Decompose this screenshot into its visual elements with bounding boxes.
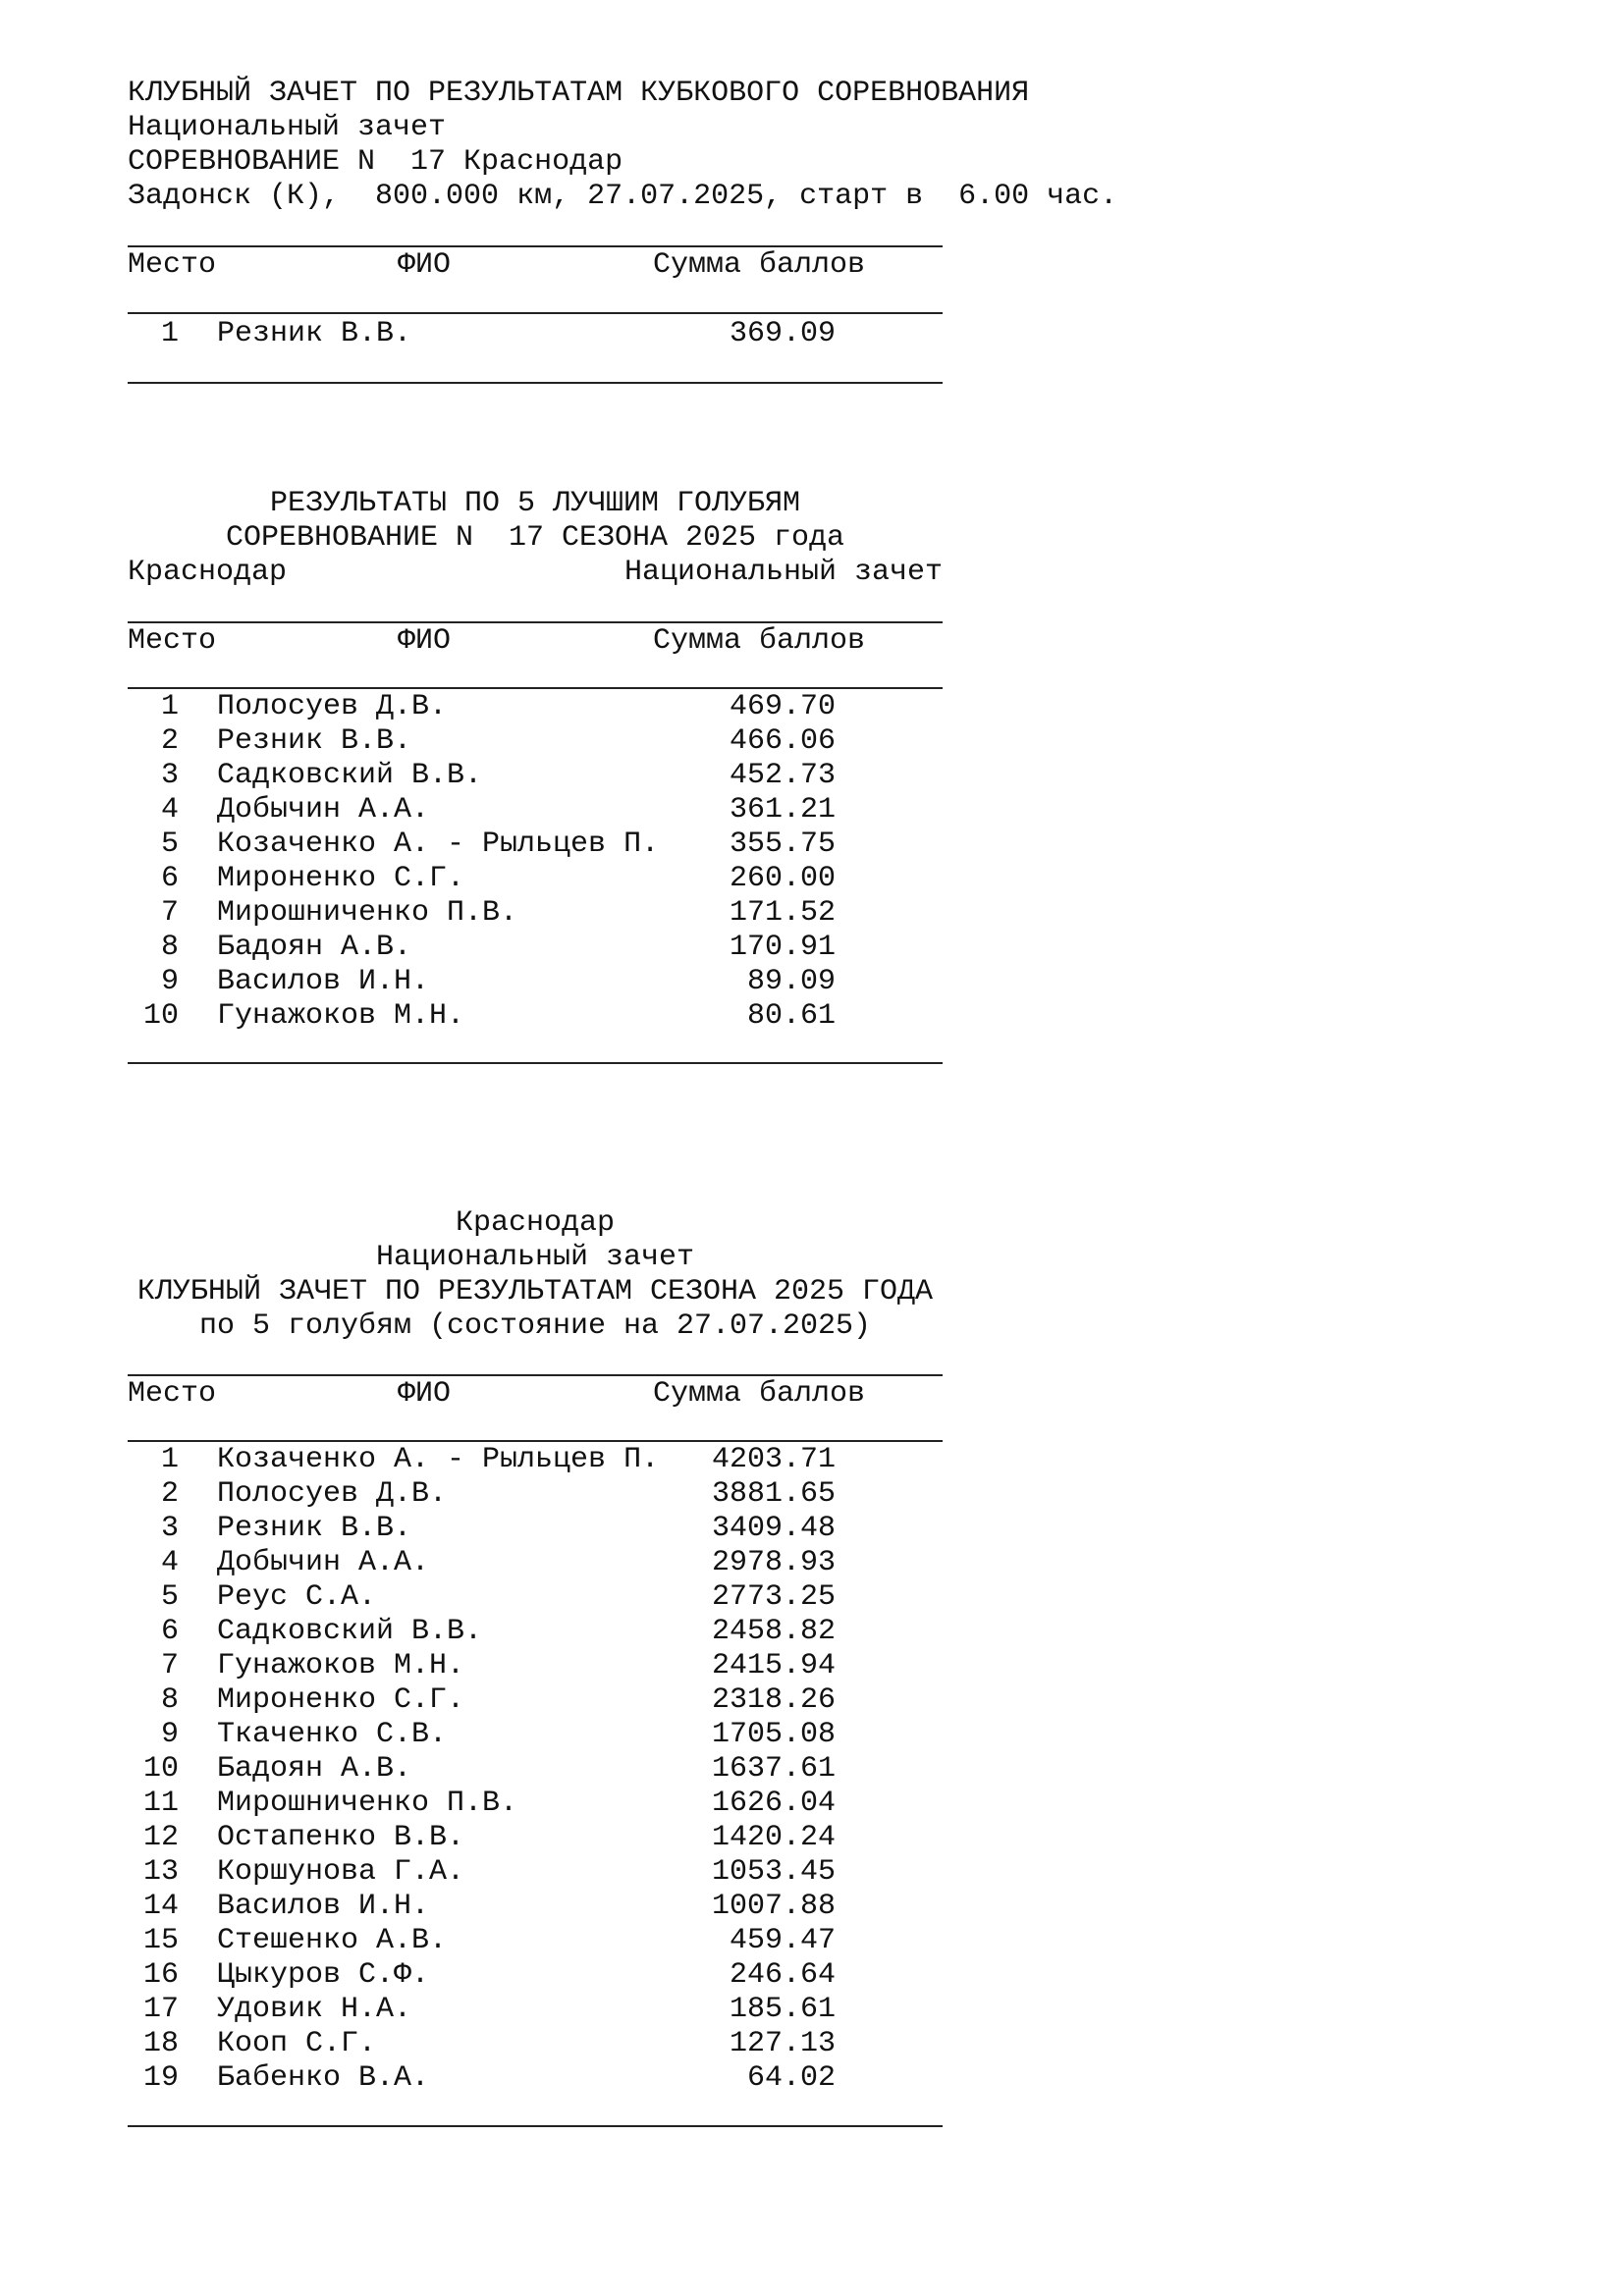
row-score: 80.61 [746,999,836,1033]
row-name: Гунажоков М.Н. [217,1649,465,1682]
row-name: Полосуев Д.В. [217,1477,448,1511]
section-scope: Национальный зачет [375,1241,695,1274]
table-row [128,1752,943,1787]
row-score: 1637.61 [711,1752,836,1786]
row-score: 2458.82 [711,1615,836,1648]
table-row [128,1512,943,1546]
section-subtitle: по 5 голубям (состояние на 27.07.2025) [198,1309,872,1343]
table-row [128,1443,943,1477]
table-row [128,1580,943,1615]
row-place: 4 [160,793,179,827]
divider [128,312,943,314]
row-place: 5 [160,1580,179,1614]
row-name: Резник В.В. [217,1512,412,1545]
row-place: 1 [160,1443,179,1476]
row-score: 2318.26 [711,1683,836,1717]
row-name: Цыкуров С.Ф. [217,1958,430,1992]
results-table [128,690,943,1034]
table-row [128,1924,943,1958]
row-score: 1705.08 [711,1718,836,1751]
divider [128,382,943,384]
club-name: Краснодар [128,556,288,589]
row-name: Садковский В.В. [217,1615,483,1648]
row-name: Бадоян А.В. [217,931,412,964]
column-header-place: Место [128,624,217,658]
row-place: 3 [160,1512,179,1545]
row-name: Гунажоков М.Н. [217,999,465,1033]
row-name: Коршунова Г.А. [217,1855,465,1889]
row-score: 1420.24 [711,1821,836,1854]
row-name: Реус С.А. [217,1580,377,1614]
cup-competition-section [128,77,1118,350]
competition-title: СОРЕВНОВАНИЕ N 17 Краснодар [128,145,623,179]
row-score: 452.73 [729,759,836,792]
row-score: 361.21 [729,793,836,827]
column-header-place: Место [128,248,217,282]
row-name: Ткаченко С.В. [217,1718,448,1751]
row-score: 246.64 [729,1958,836,1992]
row-name: Василов И.Н. [217,965,430,998]
row-name: Бабенко В.А. [217,2061,430,2095]
row-place: 14 [142,1890,179,1923]
best-five-section [128,487,952,1033]
row-name: Кооп С.Г. [217,2027,377,2060]
column-header-score: Сумма баллов [653,1377,866,1411]
section-title: КЛУБНЫЙ ЗАЧЕТ ПО РЕЗУЛЬТАТАМ КУБКОВОГО СОРЕВНОВАНИЯ [128,77,1030,110]
row-score: 2773.25 [711,1580,836,1614]
table-header [128,248,943,283]
row-score: 3881.65 [711,1477,836,1511]
club-name: Краснодар [455,1206,616,1240]
column-header-name: ФИО [398,1377,452,1411]
row-score: 260.00 [729,862,836,895]
competition-details: Задонск (К), 800.000 км, 27.07.2025, старт в 6.00 час. [128,180,1118,213]
table-row [128,1958,943,1993]
row-place: 4 [160,1546,179,1579]
season-standing-section [128,1206,952,2095]
results-table [128,317,943,351]
table-row [128,862,943,896]
column-header-place: Место [128,1377,217,1411]
table-row [128,1993,943,2027]
section-title: РЕЗУЛЬТАТЫ ПО 5 ЛУЧШИМ ГОЛУБЯМ [269,487,801,520]
section-scope: Национальный зачет [128,111,447,144]
row-name: Мирошниченко П.В. [217,1787,518,1820]
row-name: Стешенко А.В. [217,1924,448,1957]
row-score: 3409.48 [711,1512,836,1545]
row-name: Мироненко С.Г. [217,862,465,895]
divider [128,1062,943,1064]
table-row [128,896,943,931]
divider [128,621,943,623]
column-header-name: ФИО [398,624,452,658]
row-place: 10 [142,1752,179,1786]
table-row [128,828,943,862]
row-place: 5 [160,828,179,861]
row-place: 9 [160,965,179,998]
row-score: 355.75 [729,828,836,861]
row-place: 12 [142,1821,179,1854]
row-score: 459.47 [729,1924,836,1957]
row-score: 2978.93 [711,1546,836,1579]
row-name: Полосуев Д.В. [217,690,448,723]
table-row [128,1546,943,1580]
table-row [128,931,943,965]
table-row [128,2061,943,2096]
row-name: Козаченко А. - Рыльцев П. [217,828,660,861]
row-name: Мироненко С.Г. [217,1683,465,1717]
row-score: 469.70 [729,690,836,723]
row-score: 127.13 [729,2027,836,2060]
row-score: 1626.04 [711,1787,836,1820]
divider [128,687,943,689]
row-place: 2 [160,1477,179,1511]
table-row [128,1821,943,1855]
table-row [128,965,943,999]
row-name: Удовик Н.А. [217,1993,412,2026]
table-row [128,317,943,351]
table-row [128,1649,943,1683]
row-place: 1 [160,317,179,350]
row-name: Остапенко В.В. [217,1821,465,1854]
section-title: КЛУБНЫЙ ЗАЧЕТ ПО РЕЗУЛЬТАТАМ СЕЗОНА 2025 ГОДА [136,1275,934,1308]
row-name: Садковский В.В. [217,759,483,792]
section-scope: Национальный зачет [623,556,943,589]
row-place: 1 [160,690,179,723]
row-place: 15 [142,1924,179,1957]
row-name: Добычин А.А. [217,793,430,827]
divider [128,1374,943,1376]
row-place: 7 [160,1649,179,1682]
results-table [128,1443,943,2096]
row-place: 8 [160,1683,179,1717]
row-name: Бадоян А.В. [217,1752,412,1786]
row-score: 4203.71 [711,1443,836,1476]
row-score: 2415.94 [711,1649,836,1682]
club-scope-line [128,556,943,590]
table-row [128,690,943,724]
table-row [128,793,943,828]
row-name: Мирошниченко П.В. [217,896,518,930]
row-place: 3 [160,759,179,792]
row-score: 171.52 [729,896,836,930]
row-name: Василов И.Н. [217,1890,430,1923]
row-score: 89.09 [746,965,836,998]
section-subtitle: СОРЕВНОВАНИЕ N 17 СЕЗОНА 2025 года [225,521,845,555]
row-score: 64.02 [746,2061,836,2095]
row-score: 185.61 [729,1993,836,2026]
row-place: 18 [142,2027,179,2060]
row-place: 17 [142,1993,179,2026]
row-place: 7 [160,896,179,930]
row-score: 1007.88 [711,1890,836,1923]
row-place: 16 [142,1958,179,1992]
row-place: 8 [160,931,179,964]
table-row [128,1855,943,1890]
table-row [128,2027,943,2061]
column-header-score: Сумма баллов [653,624,866,658]
row-name: Резник В.В. [217,317,412,350]
divider [128,2125,943,2127]
divider [128,1440,943,1442]
table-row [128,1683,943,1718]
row-name: Добычин А.А. [217,1546,430,1579]
row-place: 11 [142,1787,179,1820]
table-row [128,1890,943,1924]
row-place: 6 [160,862,179,895]
row-name: Резник В.В. [217,724,412,758]
row-place: 9 [160,1718,179,1751]
table-row [128,1477,943,1512]
table-row [128,1615,943,1649]
row-place: 6 [160,1615,179,1648]
row-score: 466.06 [729,724,836,758]
column-header-name: ФИО [398,248,452,282]
table-header [128,624,943,659]
row-place: 19 [142,2061,179,2095]
row-score: 369.09 [729,317,836,350]
table-row [128,759,943,793]
table-row [128,724,943,759]
row-name: Козаченко А. - Рыльцев П. [217,1443,660,1476]
row-place: 13 [142,1855,179,1889]
row-place: 10 [142,999,179,1033]
table-row [128,1787,943,1821]
column-header-score: Сумма баллов [653,248,866,282]
row-place: 2 [160,724,179,758]
divider [128,245,943,247]
table-row [128,999,943,1034]
row-score: 1053.45 [711,1855,836,1889]
row-score: 170.91 [729,931,836,964]
table-row [128,1718,943,1752]
table-header [128,1377,943,1412]
